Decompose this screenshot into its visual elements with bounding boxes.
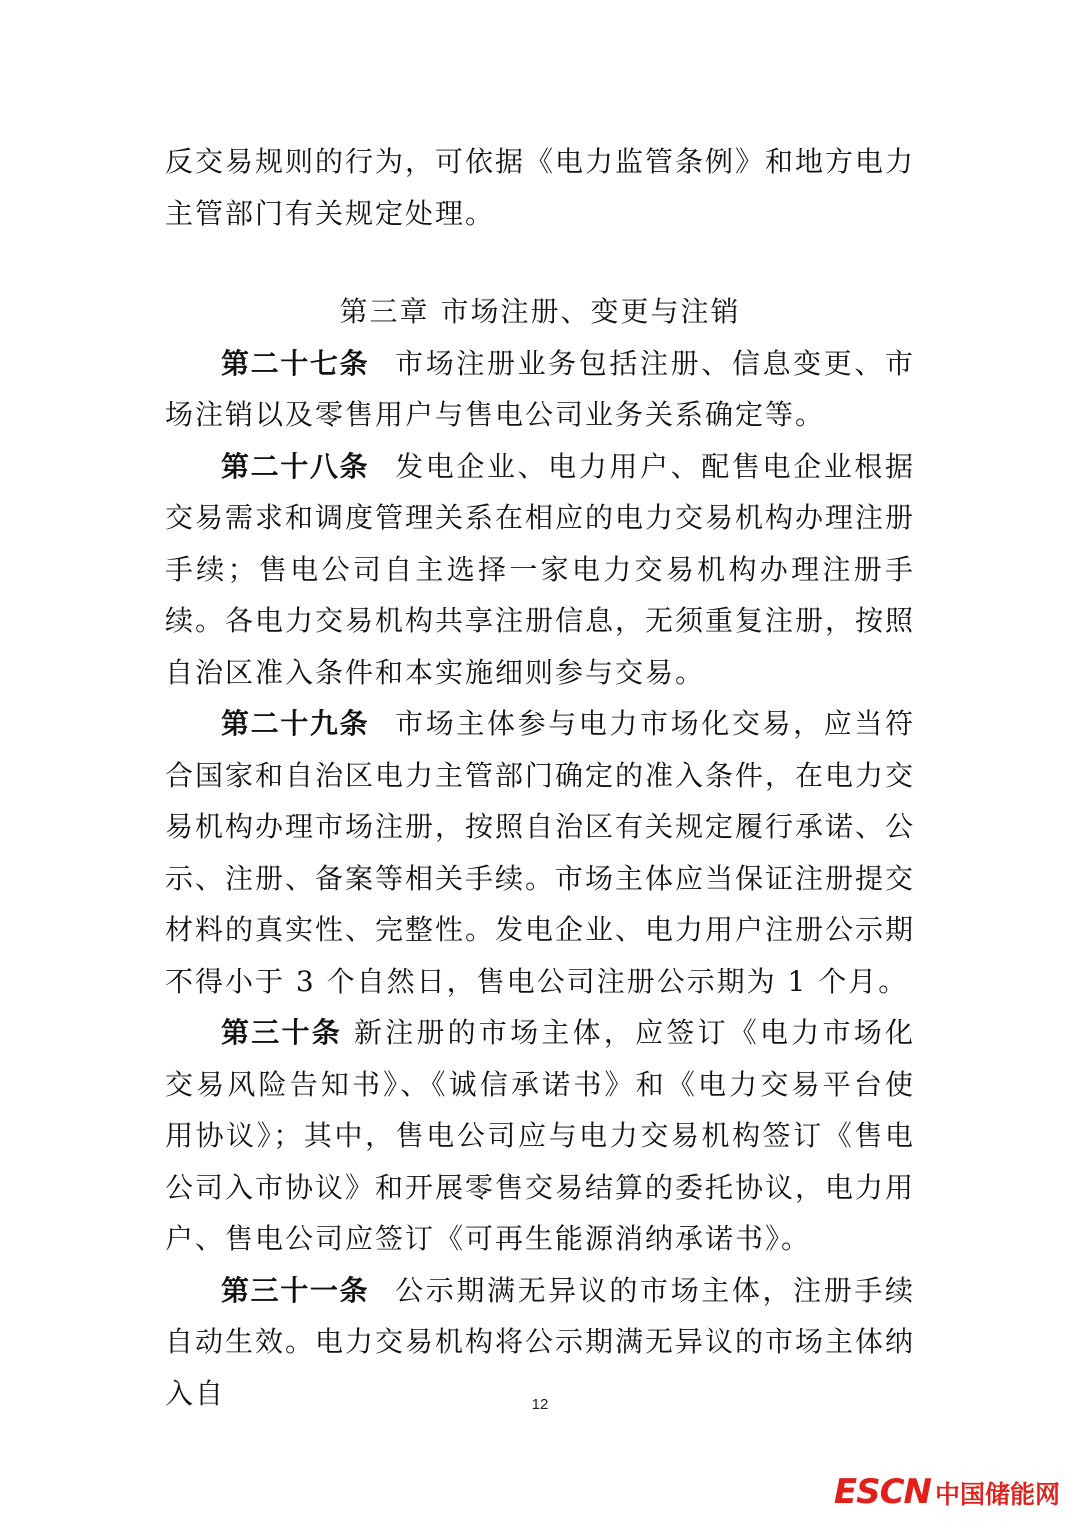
escn-watermark-logo bbox=[834, 1472, 1060, 1512]
watermark-chinese: 中国储能网 bbox=[934, 1480, 1060, 1509]
document-body bbox=[165, 136, 915, 1419]
article-number: 第二十七条 bbox=[221, 346, 370, 380]
article-text: 市场主体参与电力市场化交易，应当符合国家和自治区电力主管部门确定的准入条件，在电力交易机构办理市场注册，按照自治区有关规定履行承诺、公示、注册、备案等相关手续。市场主体应当保证注册提交材料的真实性、完整性。发电企业、电力用户注册公示期不得小于 3 个自然日，售电公司注册公示期为 1 个月。 bbox=[165, 707, 916, 998]
article-text: 公示期满无异议的市场主体，注册手续自动生效。电力交易机构将公示期满无异议的市场主体纳入自 bbox=[165, 1273, 916, 1410]
article-number: 第二十八条 bbox=[221, 449, 370, 483]
article-number: 第三十一条 bbox=[221, 1273, 370, 1307]
chapter-title: 第三章 市场注册、变更与注销 bbox=[339, 295, 741, 328]
watermark-latin: ESCN bbox=[833, 1472, 931, 1512]
article-text: 发电企业、电力用户、配售电企业根据交易需求和调度管理关系在相应的电力交易机构办理注册手续；售电公司自主选择一家电力交易机构办理注册手续。各电力交易机构共享注册信息，无须重复注册，按照自治区准入条件和本实施细则参与交易。 bbox=[165, 449, 916, 689]
page-number: 12 bbox=[531, 1396, 549, 1413]
article-28 bbox=[165, 441, 915, 699]
article-number: 第二十九条 bbox=[221, 707, 370, 740]
continuation-paragraph: 反交易规则的行为，可依据《电力监管条例》和地方电力主管部门有关规定处理。 bbox=[165, 145, 916, 230]
article-number: 第三十条 bbox=[221, 1016, 342, 1049]
article-29 bbox=[165, 698, 915, 1007]
article-27 bbox=[165, 338, 915, 441]
article-text: 市场注册业务包括注册、信息变更、市场注销以及零售用户与售电公司业务关系确定等。 bbox=[165, 346, 915, 431]
article-text: 新注册的市场主体，应签订《电力市场化交易风险告知书》、《诚信承诺书》和《电力交易平台使用协议》；其中，售电公司应与电力交易机构签订《售电公司入市协议》和开展零售交易结算的委托协议，电力用户、售电公司应签订《可再生能源消纳承诺书》。 bbox=[165, 1016, 916, 1255]
article-30 bbox=[165, 1007, 915, 1265]
